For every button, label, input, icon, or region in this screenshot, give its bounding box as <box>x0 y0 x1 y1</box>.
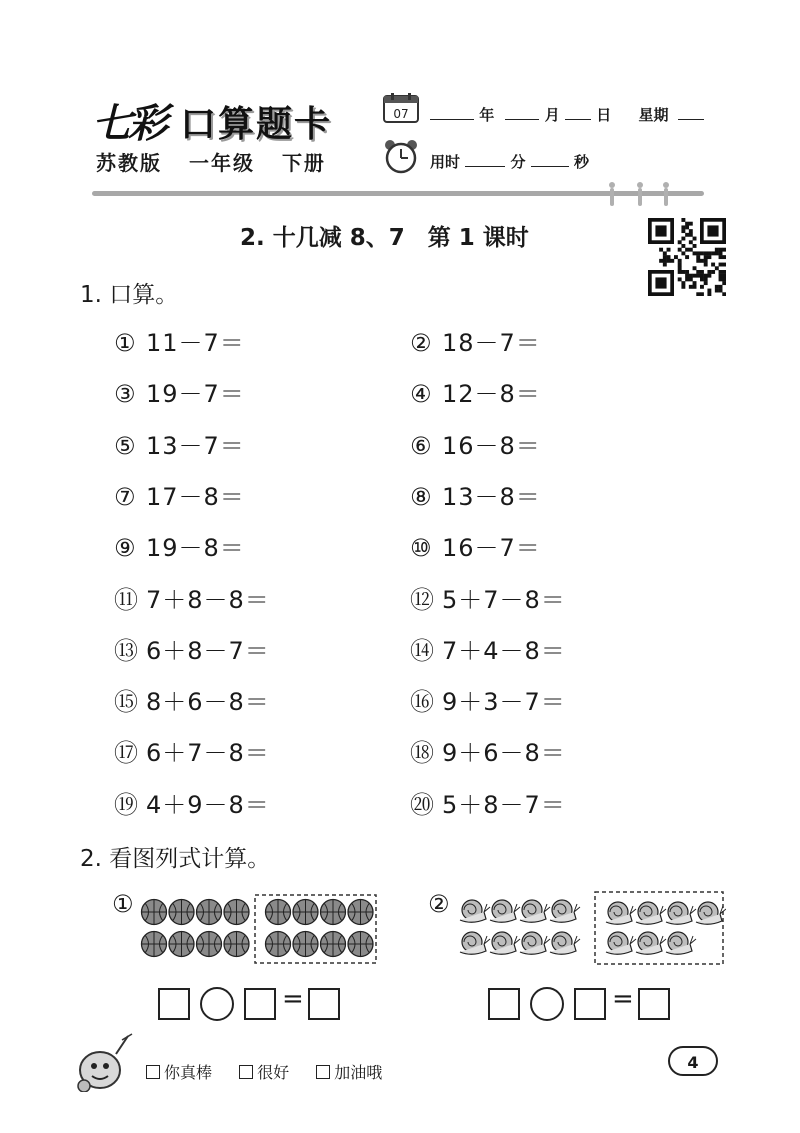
problem-item <box>114 580 270 615</box>
minutes-label: 分 <box>510 153 526 171</box>
basketball-icon <box>348 932 373 957</box>
snail-icon <box>606 902 636 924</box>
problem-number: ⑰ <box>114 739 139 768</box>
answer-box[interactable] <box>308 988 340 1020</box>
weekday-label: 星期 <box>638 106 669 124</box>
divider-ticks-icon <box>606 180 676 208</box>
problem-number: ② <box>410 329 433 357</box>
grade: 一年级 <box>188 151 255 175</box>
day-label: 日 <box>596 106 612 124</box>
problem-item <box>114 374 245 409</box>
basketball-icon <box>142 932 167 957</box>
problem-expression: 11－7＝ <box>146 329 245 357</box>
seconds-blank[interactable] <box>531 152 569 167</box>
problem-number: ⑤ <box>114 431 137 460</box>
problem-number: ⑬ <box>114 636 139 665</box>
problem-item <box>410 785 566 820</box>
snail-icon <box>696 902 726 924</box>
problem-number: ③ <box>114 380 137 409</box>
edition-line <box>96 147 344 176</box>
problem-expression: 18－7＝ <box>442 329 541 357</box>
basketball-icon <box>266 900 291 925</box>
problem-expression: 12－8＝ <box>442 380 541 409</box>
problem-number: ⑦ <box>114 482 137 511</box>
operator-circle[interactable] <box>530 987 564 1021</box>
problem-number: ⑲ <box>114 790 139 819</box>
day-blank[interactable] <box>565 105 591 120</box>
problem-item <box>410 528 541 563</box>
problem-number: ⑯ <box>410 688 435 717</box>
problem-item <box>410 374 541 409</box>
problem-expression: 6＋7－8＝ <box>146 739 270 768</box>
answer-box[interactable] <box>574 988 606 1020</box>
snail-icon <box>550 900 580 922</box>
section-1-title: 1. 口算。 <box>80 282 179 308</box>
brand-logo <box>92 92 362 147</box>
page-number: 4 <box>668 1046 718 1076</box>
problem-number: ⑪ <box>114 585 139 614</box>
problem-item <box>410 477 541 512</box>
problem-expression: 6＋8－7＝ <box>146 636 270 665</box>
problem-item <box>114 682 270 717</box>
snail-icon <box>666 902 696 924</box>
basketball-icon <box>321 932 346 957</box>
problem-number: ① <box>114 329 137 357</box>
problem-item <box>410 682 566 717</box>
problem-expression: 7＋8－8＝ <box>146 585 270 614</box>
rating-option[interactable]: 你真棒 <box>146 1063 212 1082</box>
problem-expression: 17－8＝ <box>146 482 245 511</box>
snail-icon <box>460 932 490 954</box>
basketball-icon <box>169 900 194 925</box>
basketball-icon <box>224 900 249 925</box>
snail-icon <box>636 902 666 924</box>
snail-icon <box>606 932 636 954</box>
snail-icon <box>490 932 520 954</box>
year-label: 年 <box>479 106 495 124</box>
year-blank[interactable] <box>430 105 474 120</box>
problem-expression: 5＋8－7＝ <box>442 790 566 819</box>
answer-box[interactable] <box>488 988 520 1020</box>
snail-icon <box>666 932 696 954</box>
problem-item <box>410 580 566 615</box>
problem-expression: 16－7＝ <box>442 534 541 563</box>
snail-icon <box>520 932 550 954</box>
problem-expression: 7＋4－8＝ <box>442 636 566 665</box>
volume: 下册 <box>281 151 326 175</box>
lesson-title: 2. 十几减 8、7 第 1 课时 <box>240 225 529 251</box>
problem-item <box>410 733 566 768</box>
answer-box[interactable] <box>638 988 670 1020</box>
calendar-icon <box>382 92 420 124</box>
qr-code-icon[interactable] <box>648 218 726 296</box>
basketball-picture <box>140 894 378 964</box>
seconds-label: 秒 <box>573 153 589 171</box>
weekday-blank[interactable] <box>678 105 704 120</box>
basketball-icon <box>348 900 373 925</box>
problem-expression: 5＋7－8＝ <box>442 585 566 614</box>
month-blank[interactable] <box>505 105 539 120</box>
problem-expression: 19－8＝ <box>146 534 245 563</box>
answer-box[interactable] <box>158 988 190 1020</box>
problem-item <box>114 426 245 461</box>
problem-number: ⑱ <box>410 739 435 768</box>
problem-number: ⑳ <box>410 790 435 819</box>
problem-expression: 13－7＝ <box>146 431 245 460</box>
problem-item <box>410 426 541 461</box>
basketball-icon <box>266 932 291 957</box>
alarm-clock-icon <box>382 138 420 174</box>
equals-sign: = <box>612 984 634 1014</box>
basketball-icon <box>142 900 167 925</box>
calendar-day: 07 <box>393 107 409 121</box>
snail-picture <box>454 890 726 966</box>
operator-circle[interactable] <box>200 987 234 1021</box>
basketball-icon <box>224 932 249 957</box>
problem-number: ⑧ <box>410 482 433 511</box>
problem-item <box>114 477 245 512</box>
basketball-icon <box>197 932 222 957</box>
month-label: 月 <box>544 106 560 124</box>
problem-expression: 19－7＝ <box>146 380 245 409</box>
equation-1 <box>158 986 348 1022</box>
snail-icon <box>520 900 550 922</box>
section-2-title: 2. 看图列式计算。 <box>80 846 271 872</box>
snail-icon <box>490 900 520 922</box>
problem-expression: 13－8＝ <box>442 482 541 511</box>
equals-sign: = <box>282 984 304 1014</box>
basketball-icon <box>321 900 346 925</box>
time-line <box>430 151 589 172</box>
rating-option[interactable]: 很好 <box>239 1063 289 1082</box>
minutes-blank[interactable] <box>465 152 505 167</box>
date-line <box>430 104 704 125</box>
equation-2 <box>488 986 678 1022</box>
problem-item <box>114 528 245 563</box>
self-rating <box>146 1060 404 1083</box>
problem-number: ⑩ <box>410 534 433 563</box>
problem-expression: 16－8＝ <box>442 431 541 460</box>
basketball-icon <box>197 900 222 925</box>
brand-seven: 七彩 <box>92 100 164 147</box>
picture-1-number: ① <box>112 890 135 918</box>
answer-box[interactable] <box>244 988 276 1020</box>
snail-icon <box>550 932 580 954</box>
problem-expression: 9＋6－8＝ <box>442 739 566 768</box>
mascot-icon <box>70 1030 136 1092</box>
snail-icon <box>636 932 666 954</box>
basketball-icon <box>293 932 318 957</box>
problem-expression: 4＋9－8＝ <box>146 790 270 819</box>
problem-item <box>114 785 270 820</box>
snail-icon <box>460 900 490 922</box>
problem-item <box>410 323 541 358</box>
time-label: 用时 <box>430 153 461 171</box>
problem-number: ⑥ <box>410 431 433 460</box>
problem-expression: 9＋3－7＝ <box>442 688 566 717</box>
problem-item <box>114 323 245 358</box>
problem-item <box>114 631 270 666</box>
problem-number: ⑭ <box>410 636 435 665</box>
problem-number: ④ <box>410 380 433 409</box>
rating-option[interactable]: 加油哦 <box>316 1063 382 1082</box>
problem-number: ⑮ <box>114 688 139 717</box>
problem-number: ⑨ <box>114 534 137 563</box>
problem-number: ⑫ <box>410 585 435 614</box>
basketball-icon <box>169 932 194 957</box>
card-title: 口算题卡 <box>180 104 333 145</box>
problem-expression: 8＋6－8＝ <box>146 688 270 717</box>
problem-item <box>114 733 270 768</box>
problem-item <box>410 631 566 666</box>
basketball-icon <box>293 900 318 925</box>
picture-2-number: ② <box>428 890 451 918</box>
edition: 苏教版 <box>96 151 162 175</box>
